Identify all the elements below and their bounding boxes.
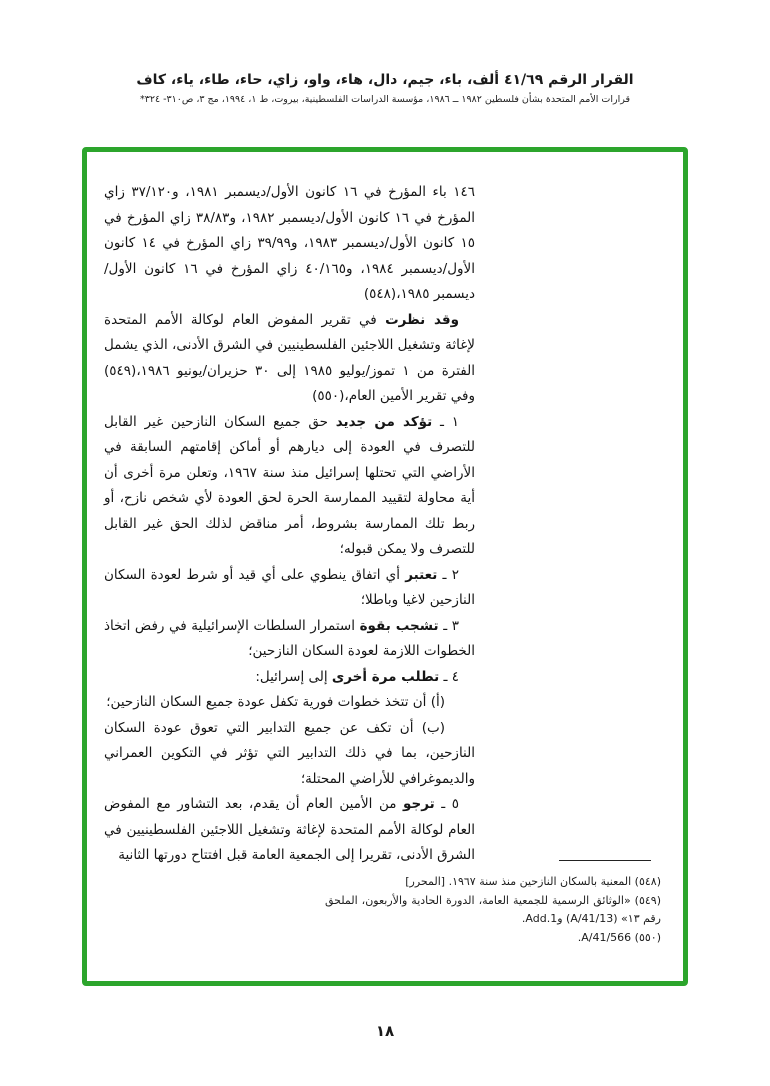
paragraph-lead: تطلب مرة أخرى [331, 668, 440, 685]
resolution-subparagraph [104, 690, 475, 716]
resolution-paragraph [104, 563, 475, 614]
paragraph-lead: تؤكد من جديد [335, 413, 433, 430]
document-source: قرارات الأمم المتحدة بشأن فلسطين ١٩٨٢ ــ ١٩٨٦، مؤسسة الدراسات الفلسطينية، بيروت، ط ١، ١٩٩٤، مج ٣، ص٣١٠- ٣٢٤* [139, 94, 631, 105]
page-number: ١٨ [375, 1022, 395, 1040]
resolution-paragraph [104, 180, 475, 308]
resolution-body [104, 180, 475, 869]
resolution-paragraph [104, 410, 475, 563]
paragraph-number: ١ ـ [432, 413, 459, 430]
paragraph-lead: ترجو [403, 796, 435, 812]
document-header [0, 72, 770, 105]
content-frame [82, 147, 688, 986]
resolution-subparagraph [104, 716, 475, 793]
paragraph-lead: تشجب بقوة [359, 617, 439, 634]
paragraph-text: من الأمين العام أن يقدم، بعد التشاور مع المفوض العام لوكالة الأمم المتحدة لإغاثة وتشغيل اللاجئين الفلسطينيين في الشرق الأدنى، تقريرا إلى الجمعية العامة قبل افتتاح دورتها الثانية [104, 796, 475, 863]
resolution-paragraph [104, 665, 475, 691]
paragraph-number: (ب) [413, 719, 445, 736]
document-title: القرار الرقم ٤١/٦٩ ألف، باء، جيم، دال، هاء، واو، زاي، حاء، طاء، ياء، كاف [136, 72, 634, 88]
paragraph-number: ٥ ـ [434, 796, 459, 812]
paragraph-lead: وقد نظرت [385, 311, 459, 328]
footnotes-section [325, 860, 661, 947]
paragraph-text: أن تكف عن جميع التدابير التي تعوق عودة السكان النازحين، بما في ذلك التدابير التي تؤثر في التكوين العمراني والديموغرافي للأراضي المحتلة؛ [104, 719, 475, 787]
paragraph-text: إلى إسرائيل: [255, 668, 332, 685]
paragraph-number: ٤ ـ [439, 668, 459, 685]
resolution-paragraph [104, 308, 475, 410]
paragraph-lead: تعتبر [405, 566, 438, 583]
footnote: (٥٤٨) المعنية بالسكان النازحين منذ سنة ١٩٦٧. [المحرر] [405, 875, 661, 888]
paragraph-text: استمرار السلطات الإسرائيلية في رفض اتخاذ الخطوات اللازمة لعودة السكان النازحين؛ [104, 617, 475, 659]
resolution-paragraph [104, 792, 475, 869]
paragraph-text: ١٤٦ باء المؤرخ في ١٦ كانون الأول/ديسمبر ١٩٨١، و٣٧/١٢٠ زاي المؤرخ في ١٦ كانون الأول/ديسمبر ١٩٨٢، و٣٨/٨٣ زاي المؤرخ في ١٥ كانون الأول/ديسمبر ١٩٨٣، و٣٩/٩٩ زاي المؤرخ في ١٤ كانون الأول/ديسمبر ١٩٨٤، و٤٠/١٦٥ زاي المؤرخ في ١٦ كانون الأول/ديسمبر ١٩٨٥،(٥٤٨) [104, 184, 475, 302]
paragraph-text: أي اتفاق ينطوي على أي قيد أو شرط لعودة السكان النازحين لاغيا وباطلا؛ [104, 566, 475, 608]
resolution-paragraph [104, 614, 475, 665]
footnote-separator [559, 860, 651, 861]
footnote: (٥٥٠) A/41/566. [577, 930, 661, 944]
paragraph-number: ٢ ـ [437, 566, 459, 583]
paragraph-text: في تقرير المفوض العام لوكالة الأمم المتحدة لإغاثة وتشغيل اللاجئين الفلسطينيين في الشرق الأدنى، الذي يشمل الفترة من ١ تموز/يوليو ١٩٨٥ إلى ٣٠ حزيران/يونيو ١٩٨٦،(٥٤٩) وفي تقرير الأمين العام،(٥٥٠) [104, 311, 475, 404]
paragraph-number: ٣ ـ [438, 617, 459, 634]
paragraph-number: (أ) [426, 694, 445, 710]
paragraph-text: أن تتخذ خطوات فورية تكفل عودة جميع السكان النازحين؛ [106, 694, 427, 710]
paragraph-text: حق جميع السكان النازحين غير القابل للتصرف في العودة إلى ديارهم أو أماكن إقامتهم السابقة في الأراضي التي تحتلها إسرائيل منذ سنة ١٩٦٧، وتعلن مرة أخرى أن أية محاولة لتقييد الممارسة الحرة لحق العودة لأي شخص نازح، أو ربط تلك الممارسة بشروط، أمر مناقض لذلك الحق غير القابل للتصرف ولا يمكن قبوله؛ [104, 413, 475, 557]
footnote: (٥٤٩) «الوثائق الرسمية للجمعية العامة، الدورة الحادية والأربعون، الملحق رقم ١٣» (A/41/13) وAdd.1. [325, 893, 661, 925]
